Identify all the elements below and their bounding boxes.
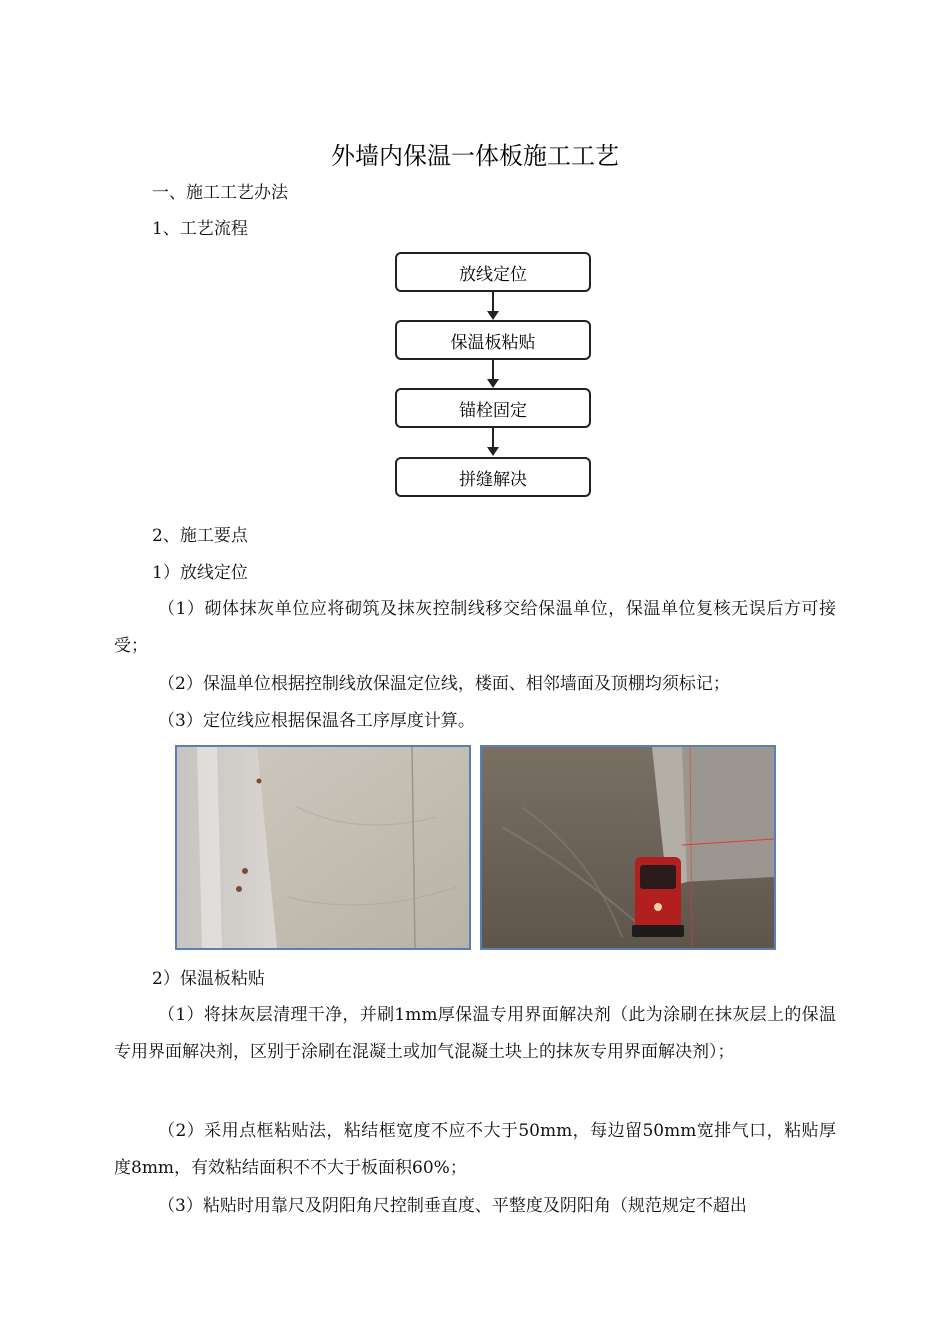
- paragraph-1-3: （3）定位线应根据保温各工序厚度计算。: [158, 711, 475, 731]
- paragraph-1-2: （2）保温单位根据控制线放保温定位线，楼面、相邻墙面及顶棚均须标记；: [158, 674, 730, 694]
- subheading-process-flow: 1、工艺流程: [152, 219, 248, 239]
- flow-arrow-2: [492, 360, 494, 386]
- flow-step-4: 拼缝解决: [395, 457, 591, 497]
- section-heading-1: 一、施工工艺办法: [152, 183, 288, 203]
- wall-corner-image: [177, 747, 469, 948]
- site-photo-laser-level: [480, 745, 776, 950]
- paragraph-2-2: （2）采用点框粘贴法，粘结框宽度不应不大于50mm，每边留50mm宽排气口，粘贴厚度8mm，有效粘结面积不不大于板面积60%；: [114, 1121, 836, 1178]
- item-heading-board-pasting: 2）保温板粘贴: [152, 969, 265, 989]
- flow-step-3: 锚栓固定: [395, 388, 591, 428]
- flow-arrow-3: [492, 428, 494, 454]
- item-heading-layout: 1）放线定位: [152, 563, 248, 583]
- flow-arrow-1: [492, 292, 494, 318]
- paragraph-2-3: （3）粘贴时用靠尺及阴阳角尺控制垂直度、平整度及阴阳角（规范规定不超出: [158, 1196, 747, 1216]
- site-photo-wall-corner: [175, 745, 471, 950]
- subheading-key-points: 2、施工要点: [152, 526, 248, 546]
- laser-level-image: [482, 747, 774, 948]
- paragraph-1-1: （1）砌体抹灰单位应将砌筑及抹灰控制线移交给保温单位，保温单位复核无误后方可接受；: [114, 599, 836, 656]
- page-title: 外墙内保温一体板施工工艺: [331, 142, 619, 170]
- flow-step-2: 保温板粘贴: [395, 320, 591, 360]
- flow-step-1: 放线定位: [395, 252, 591, 292]
- paragraph-2-1: （1）将抹灰层清理干净，并刷1mm厚保温专用界面解决剂（此为涂刷在抹灰层上的保温专用界面解决剂，区别于涂刷在混凝土或加气混凝土块上的抹灰专用界面解决剂）；: [114, 1005, 836, 1062]
